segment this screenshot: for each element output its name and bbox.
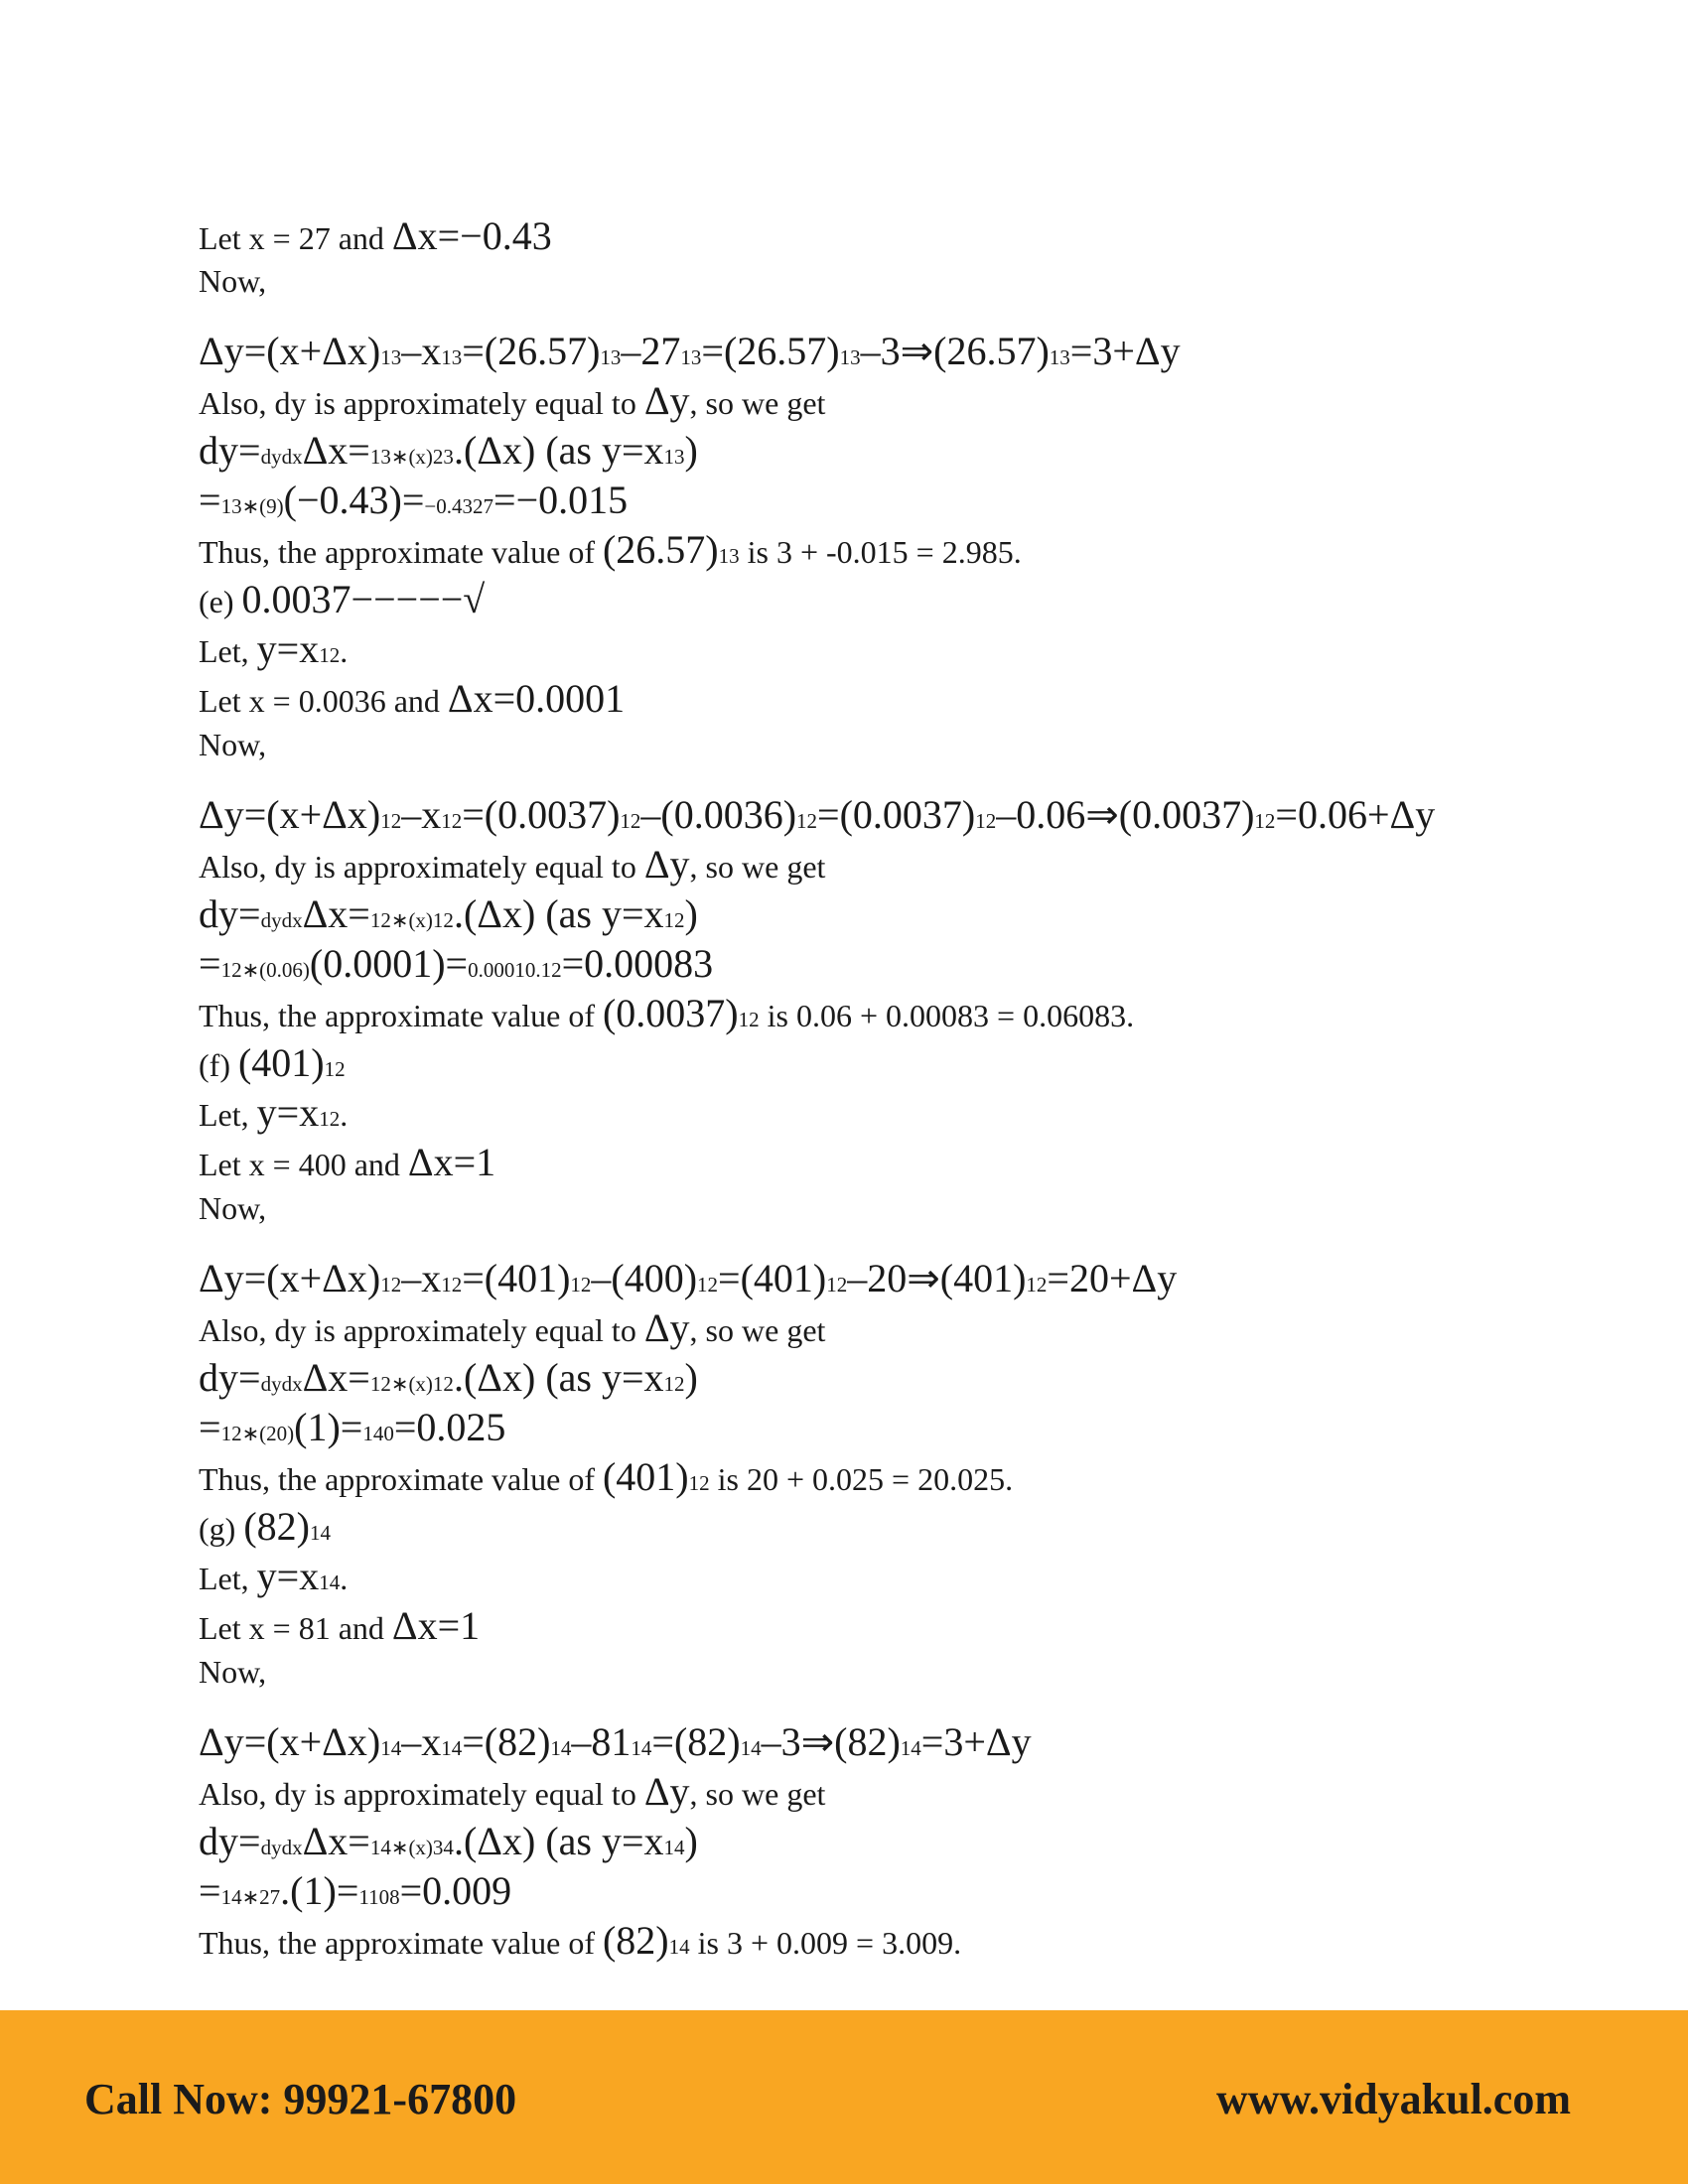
line-text: Δx= [302, 1355, 370, 1400]
equation-line [199, 1819, 698, 1863]
line-text: = [199, 1868, 221, 1913]
text-line [199, 378, 826, 423]
subscript-text: 0.00010.12 [468, 958, 562, 982]
subscript-text: 13∗(9) [220, 494, 284, 518]
line-text: = [199, 478, 221, 522]
line-text: .(Δx) [453, 891, 536, 936]
line-text: Δy=(x+Δx) [199, 1256, 381, 1300]
line-text: . [340, 633, 349, 669]
line-text: –x [401, 329, 442, 373]
line-text: is 3 + 0.009 = 3.009. [689, 1925, 962, 1961]
line-text: (as y=x [535, 1819, 664, 1863]
line-text: =(401) [718, 1256, 827, 1300]
text-line [199, 676, 626, 721]
subscript-text: 12 [688, 1471, 710, 1495]
line-text: Δx= [302, 891, 370, 936]
subscript-text: 12 [1026, 1273, 1048, 1297]
line-text: Let x = 81 and [199, 1610, 392, 1646]
line-text: Now, [199, 1190, 267, 1226]
subscript-text: dydx [260, 1372, 303, 1396]
line-text: Let, [199, 1097, 257, 1133]
equation-line [199, 1355, 698, 1400]
line-text: .(Δx) [453, 1355, 536, 1400]
subscript-text: 14∗(x)34 [369, 1836, 454, 1859]
line-text: .(Δx) [453, 1819, 536, 1863]
line-text: Also, dy is approximately equal to [199, 1776, 644, 1812]
equation-line [199, 1719, 1032, 1764]
line-text: Now, [199, 263, 267, 299]
text-line [199, 1656, 266, 1688]
subscript-text: 14 [319, 1570, 341, 1594]
text-line [199, 213, 552, 258]
subscript-text: 14 [740, 1736, 762, 1760]
equation-line [199, 1405, 506, 1449]
text-line [199, 1305, 826, 1350]
subscript-text: 12∗(x)12 [369, 908, 454, 932]
line-text: Thus, the approximate value of [199, 1925, 603, 1961]
subscript-text: 14∗27 [220, 1885, 281, 1909]
line-text: Also, dy is approximately equal to [199, 849, 644, 885]
line-text: Also, dy is approximately equal to [199, 385, 644, 421]
line-text: –81 [571, 1719, 632, 1764]
line-text: (1)= [294, 1405, 363, 1449]
subscript-text: 12 [826, 1273, 848, 1297]
text-line [199, 1769, 826, 1814]
text-line [199, 1040, 346, 1085]
subscript-text: 12 [319, 643, 341, 667]
subscript-text: dydx [260, 908, 303, 932]
subscript-text: dydx [260, 1836, 303, 1859]
subscript-text: 12 [380, 1273, 402, 1297]
line-text: (as y=x [535, 428, 664, 473]
subscript-text: 12∗(x)12 [369, 1372, 454, 1396]
text-line [199, 1504, 331, 1549]
math-text: Δy [643, 378, 690, 423]
subscript-text: 13 [680, 345, 702, 369]
line-text: Now, [199, 1654, 267, 1690]
equation-line [199, 792, 1436, 837]
line-text: , so we get [689, 385, 826, 421]
math-text: y=x [256, 1554, 320, 1598]
math-text: y=x [256, 1090, 320, 1135]
math-text: y=x [256, 626, 320, 671]
line-text: Let, [199, 633, 257, 669]
line-text: Thus, the approximate value of [199, 998, 603, 1033]
line-text: is 20 + 0.025 = 20.025. [709, 1461, 1014, 1497]
text-line [199, 527, 1022, 572]
subscript-text: 12 [975, 809, 997, 833]
text-line [199, 1554, 349, 1598]
line-text: Now, [199, 727, 267, 762]
line-text: –0.06⇒(0.0037) [996, 792, 1255, 837]
line-text: =(82) [651, 1719, 741, 1764]
subscript-text: 13 [1049, 345, 1070, 369]
equation-line [199, 1868, 512, 1913]
line-text: –3⇒(82) [761, 1719, 901, 1764]
subscript-text: 12 [441, 809, 463, 833]
math-text: (401) [602, 1454, 689, 1499]
subscript-text: −0.4327 [424, 494, 494, 518]
line-text: (as y=x [535, 891, 664, 936]
math-text: Δx=1 [407, 1140, 496, 1184]
line-text: –x [401, 792, 442, 837]
line-text: (0.0001)= [309, 941, 469, 986]
subscript-text: 12 [796, 809, 818, 833]
line-text: ) [684, 891, 698, 936]
line-text: Let x = 0.0036 and [199, 683, 448, 719]
line-text: is 0.06 + 0.00083 = 0.06083. [759, 998, 1135, 1033]
line-text: Let, [199, 1561, 257, 1596]
equation-line [199, 428, 698, 473]
line-text: Also, dy is approximately equal to [199, 1312, 644, 1348]
subscript-text: 12 [1254, 809, 1276, 833]
subscript-text: 1108 [358, 1885, 400, 1909]
footer-bar [0, 2010, 1688, 2184]
line-text: =−0.015 [493, 478, 629, 522]
line-text: (e) [199, 584, 242, 619]
line-text: =0.025 [393, 1405, 506, 1449]
math-text: 0.0037−−−−−√ [241, 577, 486, 621]
website-link[interactable]: www.vidyakul.com [1216, 2075, 1571, 2123]
line-text: dy= [199, 1819, 261, 1863]
line-text: , so we get [689, 1312, 826, 1348]
line-text: =3+Δy [1069, 329, 1181, 373]
line-text: =(401) [462, 1256, 571, 1300]
subscript-text: 14 [380, 1736, 402, 1760]
line-text: Let x = 27 and [199, 220, 392, 256]
subscript-text: 12∗(20) [220, 1422, 295, 1445]
text-line [199, 626, 349, 671]
text-line [199, 1603, 481, 1648]
line-text: =(26.57) [462, 329, 601, 373]
subscript-text: 13 [663, 445, 685, 469]
line-text: Thus, the approximate value of [199, 1461, 603, 1497]
equation-line [199, 891, 698, 936]
subscript-text: 140 [362, 1422, 394, 1445]
subscript-text: dydx [260, 445, 303, 469]
line-text: (−0.43)= [283, 478, 425, 522]
line-text: , so we get [689, 1776, 826, 1812]
line-text: =(26.57) [701, 329, 840, 373]
subscript-text: 13 [718, 544, 740, 568]
subscript-text: 13 [839, 345, 861, 369]
line-text: ) [684, 1355, 698, 1400]
line-text: .(Δx) [453, 428, 536, 473]
line-text: dy= [199, 891, 261, 936]
line-text: = [199, 941, 221, 986]
text-line [199, 577, 486, 621]
math-text: (82) [243, 1504, 310, 1549]
line-text: =(82) [462, 1719, 551, 1764]
text-line [199, 729, 266, 760]
subscript-text: 13 [600, 345, 622, 369]
subscript-text: 12∗(0.06) [220, 958, 310, 982]
text-line [199, 1140, 496, 1184]
subscript-text: 14 [550, 1736, 572, 1760]
line-text: ) [684, 1819, 698, 1863]
line-text: dy= [199, 428, 261, 473]
subscript-text: 12 [738, 1008, 760, 1031]
equation-line [199, 1256, 1178, 1300]
subscript-text: 13∗(x)23 [369, 445, 454, 469]
math-text: (0.0037) [602, 991, 739, 1035]
line-text: . [340, 1097, 349, 1133]
line-text: Δy=(x+Δx) [199, 1719, 381, 1764]
line-text: –3⇒(26.57) [860, 329, 1050, 373]
line-text: is 3 + -0.015 = 2.985. [739, 534, 1022, 570]
line-text: –x [401, 1719, 442, 1764]
subscript-text: 12 [620, 809, 641, 833]
subscript-text: 14 [663, 1836, 685, 1859]
subscript-text: 12 [380, 809, 402, 833]
text-line [199, 265, 266, 297]
subscript-text: 13 [441, 345, 463, 369]
line-text: ) [684, 428, 698, 473]
line-text: =(0.0037) [817, 792, 976, 837]
line-text: = [199, 1405, 221, 1449]
subscript-text: 12 [697, 1273, 719, 1297]
line-text: Δy=(x+Δx) [199, 329, 381, 373]
math-text: (401) [237, 1040, 325, 1085]
line-text: –20⇒(401) [847, 1256, 1027, 1300]
subscript-text: 14 [309, 1521, 331, 1545]
line-text: . [340, 1561, 349, 1596]
math-text: Δx=1 [391, 1603, 481, 1648]
subscript-text: 12 [441, 1273, 463, 1297]
line-text: =(0.0037) [462, 792, 621, 837]
subscript-text: 12 [319, 1107, 341, 1131]
math-text: Δx=0.0001 [447, 676, 626, 721]
math-text: (26.57) [602, 527, 719, 572]
math-text: Δy [643, 842, 690, 887]
line-text: .(1)= [280, 1868, 359, 1913]
subscript-text: 12 [663, 908, 685, 932]
subscript-text: 14 [441, 1736, 463, 1760]
text-line [199, 1918, 962, 1963]
text-line [199, 991, 1135, 1035]
text-line [199, 842, 826, 887]
equation-line [199, 941, 714, 986]
call-now-text: Call Now: 99921-67800 [84, 2075, 517, 2123]
line-text: Let x = 400 and [199, 1147, 408, 1182]
subscript-text: 12 [570, 1273, 592, 1297]
line-text: =0.06+Δy [1275, 792, 1436, 837]
subscript-text: 14 [631, 1736, 652, 1760]
text-line [199, 1090, 349, 1135]
equation-line [199, 329, 1181, 373]
line-text: –(0.0036) [640, 792, 797, 837]
math-text: (82) [602, 1918, 669, 1963]
math-text: Δy [643, 1769, 690, 1814]
math-text: Δx=−0.43 [391, 213, 552, 258]
line-text: =20+Δy [1047, 1256, 1178, 1300]
line-text: (g) [199, 1511, 244, 1547]
line-text: Δx= [302, 1819, 370, 1863]
line-text: , so we get [689, 849, 826, 885]
line-text: dy= [199, 1355, 261, 1400]
line-text: (as y=x [535, 1355, 664, 1400]
subscript-text: 12 [324, 1057, 346, 1081]
line-text: =0.009 [399, 1868, 512, 1913]
math-text: Δy [643, 1305, 690, 1350]
line-text: Δx= [302, 428, 370, 473]
subscript-text: 13 [380, 345, 402, 369]
text-line [199, 1454, 1014, 1499]
line-text: Δy=(x+Δx) [199, 792, 381, 837]
text-line [199, 1192, 266, 1224]
line-text: (f) [199, 1047, 238, 1083]
line-text: =3+Δy [920, 1719, 1032, 1764]
line-text: –27 [621, 329, 681, 373]
line-text: =0.00083 [561, 941, 714, 986]
subscript-text: 12 [663, 1372, 685, 1396]
subscript-text: 14 [900, 1736, 921, 1760]
line-text: Thus, the approximate value of [199, 534, 603, 570]
line-text: –x [401, 1256, 442, 1300]
subscript-text: 14 [668, 1935, 690, 1959]
equation-line [199, 480, 628, 520]
line-text: –(400) [591, 1256, 698, 1300]
